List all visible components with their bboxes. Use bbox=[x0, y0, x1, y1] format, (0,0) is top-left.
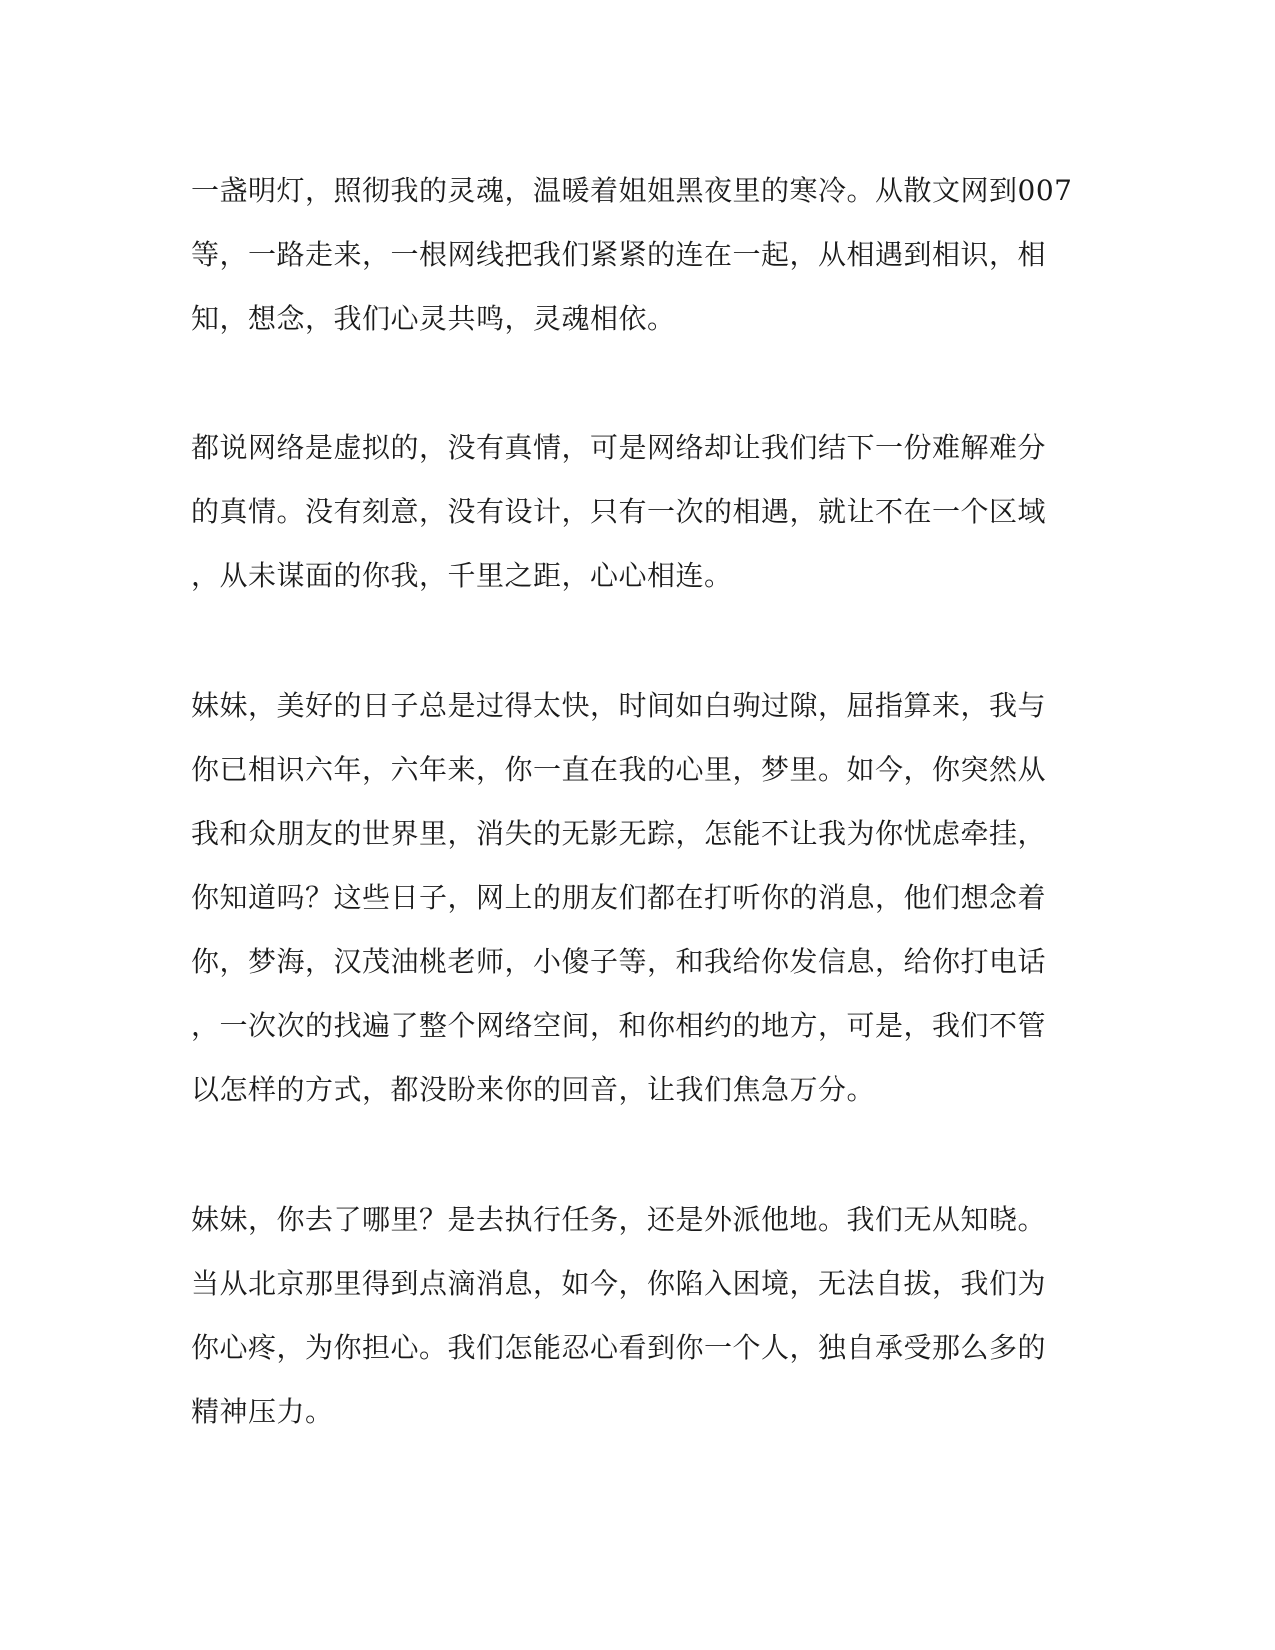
text-line: 妹妹，你去了哪里？是去执行任务，还是外派他地。我们无从知晓。 bbox=[191, 1203, 1047, 1236]
text-line: 精神压力。 bbox=[191, 1395, 334, 1428]
text-line: 妹妹，美好的日子总是过得太快，时间如白驹过隙，屈指算来，我与 bbox=[191, 689, 1047, 722]
text-line: 等，一路走来，一根网线把我们紧紧的连在一起，从相遇到相识，相 bbox=[191, 238, 1047, 271]
text-line: 你心疼，为你担心。我们怎能忍心看到你一个人，独自承受那么多的 bbox=[191, 1331, 1047, 1364]
text-line: ，从未谋面的你我，千里之距，心心相连。 bbox=[191, 559, 733, 592]
text-line: 的真情。没有刻意，没有设计，只有一次的相遇，就让不在一个区域 bbox=[191, 495, 1047, 528]
text-line: 都说网络是虚拟的，没有真情，可是网络却让我们结下一份难解难分 bbox=[191, 431, 1047, 464]
text-line: 知，想念，我们心灵共鸣，灵魂相依。 bbox=[191, 302, 676, 335]
text-line: 一盏明灯，照彻我的灵魂，温暖着姐姐黑夜里的寒冷。从散文网到007 bbox=[191, 174, 1073, 207]
text-line: 我和众朋友的世界里，消失的无影无踪，怎能不让我为你忧虑牵挂， bbox=[191, 817, 1047, 850]
text-line: 你已相识六年，六年来，你一直在我的心里，梦里。如今，你突然从 bbox=[191, 753, 1047, 786]
text-line: 当从北京那里得到点滴消息，如今，你陷入困境，无法自拔，我们为 bbox=[191, 1267, 1047, 1300]
text-line: ，一次次的找遍了整个网络空间，和你相约的地方，可是，我们不管 bbox=[191, 1009, 1047, 1042]
text-line: 你知道吗？这些日子，网上的朋友们都在打听你的消息，他们想念着 bbox=[191, 881, 1047, 914]
text-line: 以怎样的方式，都没盼来你的回音，让我们焦急万分。 bbox=[191, 1073, 876, 1106]
text-line: 你，梦海，汉茂油桃老师，小傻子等，和我给你发信息，给你打电话 bbox=[191, 945, 1047, 978]
